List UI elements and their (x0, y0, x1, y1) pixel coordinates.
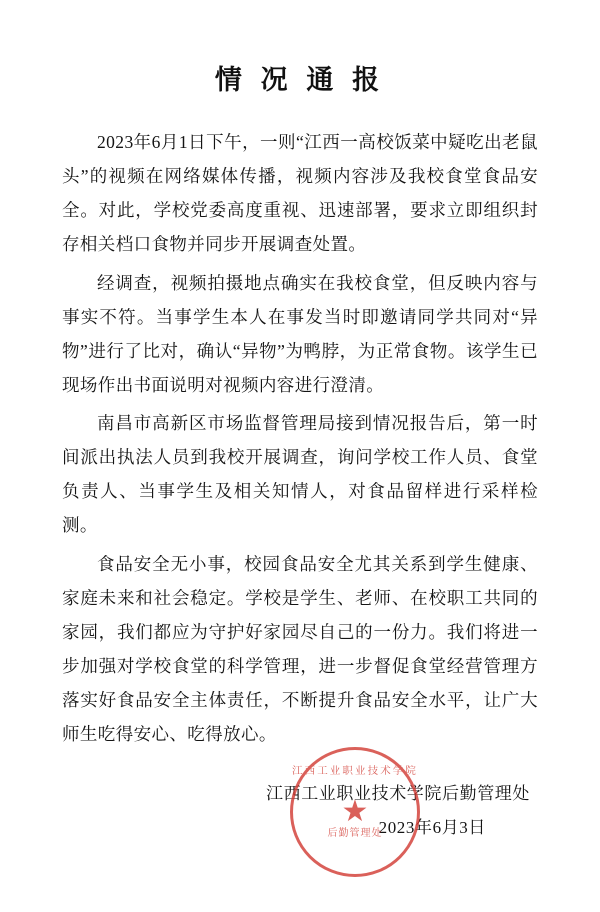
paragraph-1: 2023年6月1日下午，一则“江西一高校饭菜中疑吃出老鼠头”的视频在网络媒体传播，视频内容涉及我校食堂食品安全。对此，学校党委高度重视、迅速部署，要求立即组织封存相关档口食物并同步开展调查处置。 (62, 132, 538, 255)
seal-top-text: 江西工业职业技术学院 (292, 766, 418, 778)
signature-date: 2023年6月3日 (378, 818, 486, 838)
document-body (62, 125, 538, 751)
paragraph-4: 食品安全无小事，校园食品安全尤其关系到学生健康、家庭未来和社会稳定。学校是学生、老师、在校职工共同的家园，我们都应为守护好家园尽自己的一份力。我们将进一步加强对学校食堂的科学管理，进一步督促食堂经营管理方落实好食品安全主体责任，不断提升食品安全水平，让广大师生吃得安心、吃得放心。 (62, 553, 538, 745)
signature-block (62, 766, 538, 845)
signature-issuer: 江西工业职业技术学院后勤管理处 (266, 784, 530, 804)
paragraph-3: 南昌市高新区市场监督管理局接到情况报告后，第一时间派出执法人员到我校开展调查，询问学校工作人员、食堂负责人、当事学生及相关知情人，对食品留样进行采样检测。 (62, 413, 538, 536)
seal-star-icon: ★ (341, 795, 369, 829)
page-title: 情 况 通 报 (214, 65, 386, 95)
seal-bottom-text: 后勤管理处 (327, 828, 383, 840)
document-page (0, 58, 600, 912)
paragraph-2: 经调查，视频拍摄地点确实在我校食堂，但反映内容与事实不符。当事学生本人在事发当时即邀请同学共同对“异物”进行了比对，确认“异物”为鸭脖，为正常食物。该学生已现场作出书面说明对视频内容进行澄清。 (62, 272, 538, 395)
